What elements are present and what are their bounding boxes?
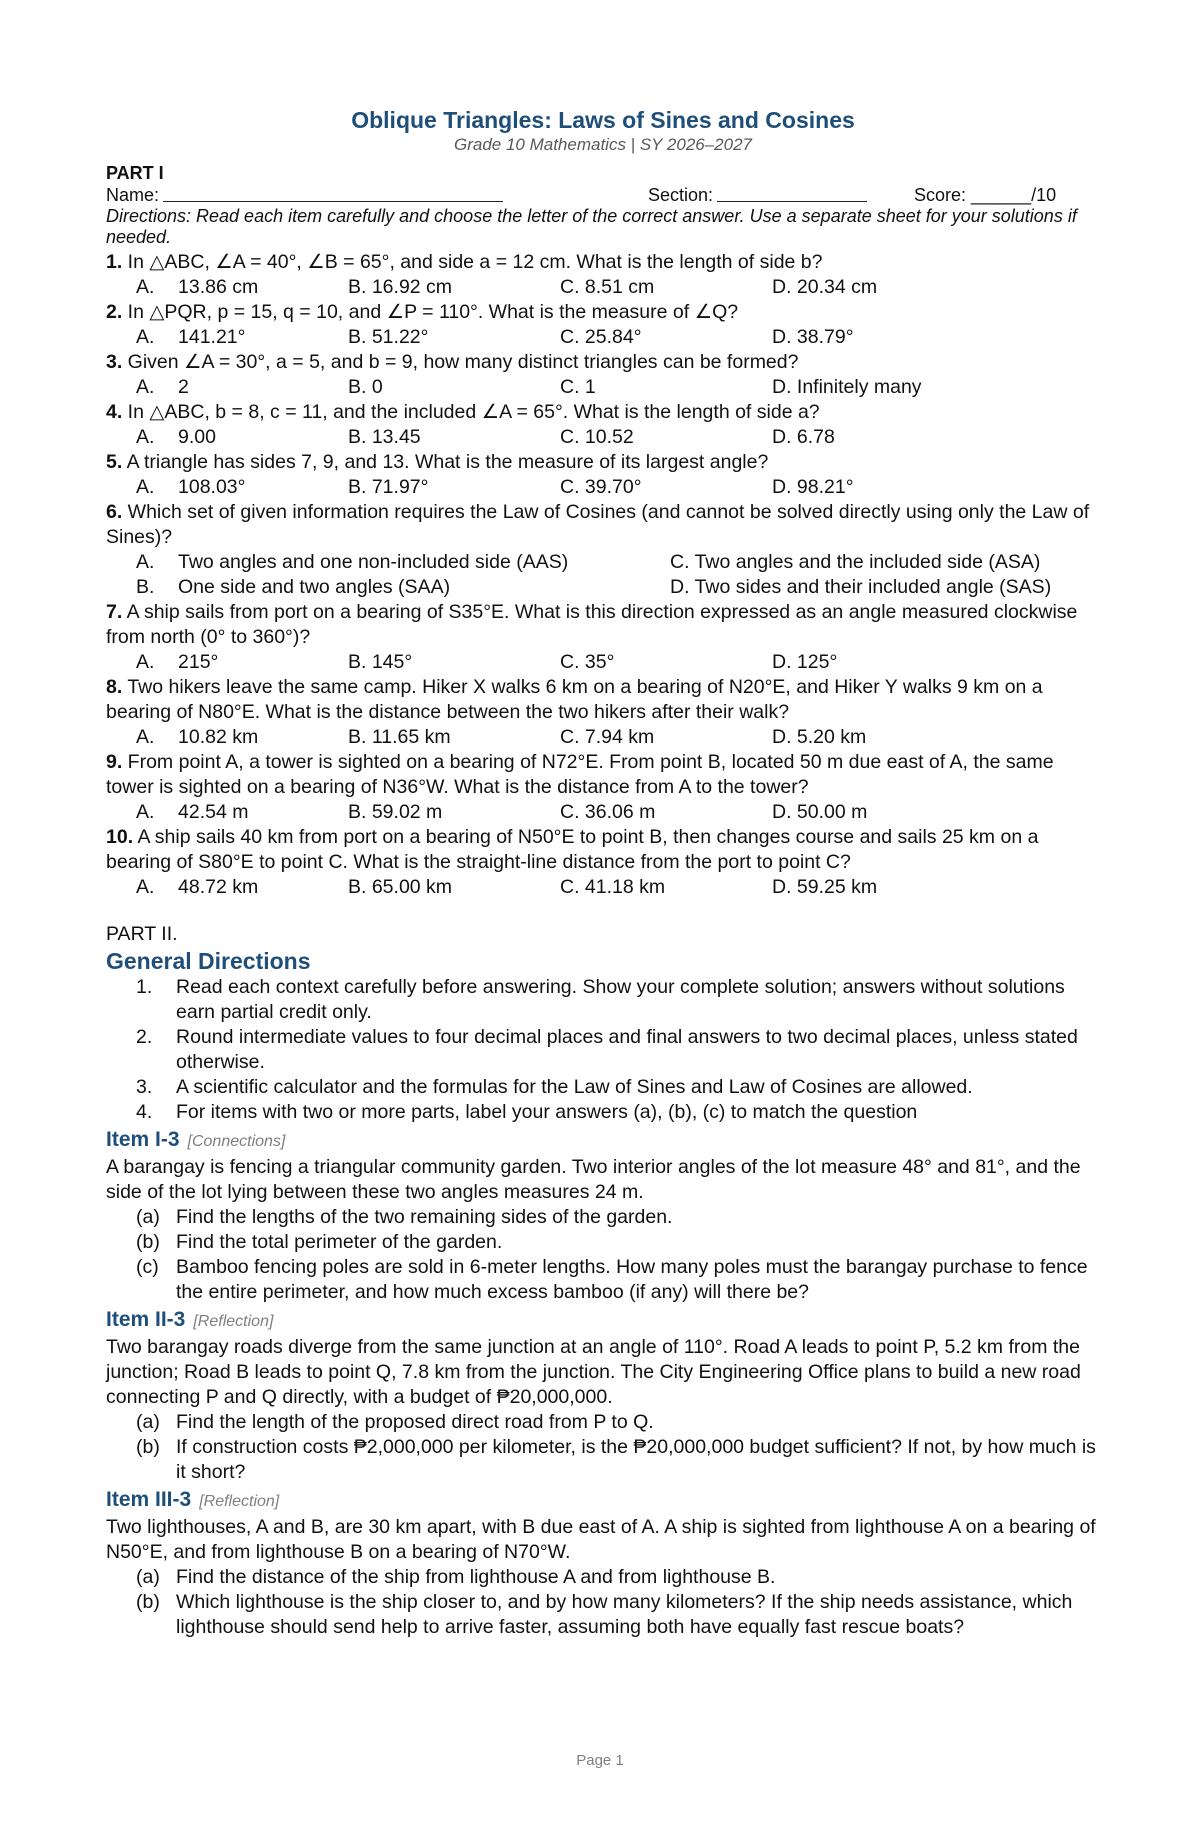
question-text: In △ABC, b = 8, c = 11, and the included ∠A = 65°. What is the length of side a? bbox=[122, 401, 820, 423]
page-subtitle: Grade 10 Mathematics | SY 2026–2027 bbox=[453, 135, 752, 154]
choice-b[interactable] bbox=[348, 375, 560, 400]
choice-c[interactable] bbox=[560, 800, 772, 825]
choice-text: D. 20.34 cm bbox=[772, 276, 878, 298]
question-number: 9. bbox=[106, 751, 123, 773]
question-number: 3. bbox=[106, 351, 123, 373]
question-number: 7. bbox=[106, 601, 123, 623]
choice-text: B. 59.02 m bbox=[348, 801, 443, 823]
choice-text: 48.72 km bbox=[178, 876, 259, 898]
choice-text: 13.86 cm bbox=[178, 276, 259, 298]
question-number: 8. bbox=[106, 676, 123, 698]
item-heading bbox=[106, 1487, 1100, 1515]
choice-c[interactable] bbox=[560, 725, 772, 750]
choice-b[interactable] bbox=[136, 575, 670, 600]
part-letter: (a) bbox=[136, 1566, 160, 1588]
choice-text: C. 36.06 m bbox=[560, 801, 656, 823]
choice-d[interactable] bbox=[772, 375, 984, 400]
choice-d[interactable] bbox=[772, 475, 984, 500]
choice-text: 215° bbox=[178, 651, 219, 673]
choice-text: D. 6.78 bbox=[772, 426, 835, 448]
question-text: In △ABC, ∠A = 40°, ∠B = 65°, and side a = 12 cm. What is the length of side b? bbox=[122, 251, 823, 273]
choice-text: B. 16.92 cm bbox=[348, 276, 453, 298]
choice-b[interactable] bbox=[348, 875, 560, 900]
choice-letter: A. bbox=[136, 726, 155, 748]
question bbox=[106, 450, 1100, 475]
choice-text: C. 7.94 km bbox=[560, 726, 655, 748]
score-label: Score: ______/10 bbox=[914, 185, 1057, 205]
choice-a[interactable] bbox=[136, 550, 670, 575]
choice-b[interactable] bbox=[348, 425, 560, 450]
question-text: A ship sails 40 km from port on a bearing of N50°E to point B, then changes course and sails 25 km on a bearing of S80°E to point C. What is the straight-line distance from the port to point C? bbox=[106, 826, 1039, 873]
list-number: 2. bbox=[136, 1026, 153, 1048]
choice-b[interactable] bbox=[348, 800, 560, 825]
question-text: In △PQR, p = 15, q = 10, and ∠P = 110°. What is the measure of ∠Q? bbox=[122, 301, 739, 323]
answer-choices bbox=[106, 425, 1100, 450]
choice-a[interactable] bbox=[136, 725, 348, 750]
item-title: Item I-3 bbox=[106, 1128, 180, 1151]
question-text: A ship sails from port on a bearing of S35°E. What is this direction expressed as an angle measured clockwise from north (0° to 360°)? bbox=[106, 601, 1078, 648]
question-text: Which set of given information requires the Law of Cosines (and cannot be solved directly using only the Law of Sines)? bbox=[106, 501, 1090, 548]
choice-letter: A. bbox=[136, 276, 155, 298]
choice-text: C. Two angles and the included side (ASA) bbox=[670, 551, 1041, 573]
list-item bbox=[106, 975, 1100, 1025]
choice-text: B. 71.97° bbox=[348, 476, 429, 498]
choice-text: D. 98.21° bbox=[772, 476, 854, 498]
choice-text: B. 11.65 km bbox=[348, 726, 451, 748]
choice-text: 10.82 km bbox=[178, 726, 259, 748]
item-tag: [Reflection] bbox=[193, 1313, 274, 1330]
choice-letter: B. bbox=[136, 576, 155, 598]
choice-text: B. 51.22° bbox=[348, 326, 429, 348]
answer-choices bbox=[106, 275, 1100, 300]
part-text: Which lighthouse is the ship closer to, and by how many kilometers? If the ship needs assistance, which lighthouse should send help to arrive faster, assuming both have equally fast rescue boats? bbox=[176, 1591, 1073, 1638]
question-number: 5. bbox=[106, 451, 123, 473]
item-heading bbox=[106, 1307, 1100, 1335]
question bbox=[106, 350, 1100, 375]
choice-b[interactable] bbox=[348, 725, 560, 750]
question-number: 1. bbox=[106, 251, 123, 273]
question bbox=[106, 400, 1100, 425]
choice-d[interactable] bbox=[772, 275, 984, 300]
choice-text: C. 41.18 km bbox=[560, 876, 666, 898]
part-letter: (b) bbox=[136, 1591, 160, 1613]
question-text: Given ∠A = 30°, a = 5, and b = 9, how many distinct triangles can be formed? bbox=[122, 351, 799, 373]
page-number: Page 1 bbox=[576, 1752, 624, 1769]
choice-text: 108.03° bbox=[178, 476, 246, 498]
part-letter: (b) bbox=[136, 1436, 160, 1458]
list-number: 4. bbox=[136, 1101, 153, 1123]
choice-c[interactable] bbox=[560, 425, 772, 450]
choice-text: D. Two sides and their included angle (SAS) bbox=[670, 576, 1052, 598]
answer-choices bbox=[106, 325, 1100, 350]
answer-choices bbox=[106, 550, 1100, 600]
item-part bbox=[106, 1565, 1100, 1590]
choice-text: D. Infinitely many bbox=[772, 376, 922, 398]
choice-a[interactable] bbox=[136, 875, 348, 900]
choice-letter: A. bbox=[136, 326, 155, 348]
part-letter: (b) bbox=[136, 1231, 160, 1253]
question bbox=[106, 750, 1100, 800]
question bbox=[106, 250, 1100, 275]
list-text: A scientific calculator and the formulas for the Law of Sines and Law of Cosines are allowed. bbox=[176, 1076, 973, 1098]
question bbox=[106, 500, 1100, 550]
choice-d[interactable] bbox=[772, 800, 984, 825]
item-part bbox=[106, 1410, 1100, 1435]
section-field bbox=[648, 184, 914, 206]
item-part bbox=[106, 1230, 1100, 1255]
choice-text: B. 145° bbox=[348, 651, 413, 673]
choice-text: D. 125° bbox=[772, 651, 838, 673]
question bbox=[106, 675, 1100, 725]
choice-a[interactable] bbox=[136, 325, 348, 350]
choice-text: D. 5.20 km bbox=[772, 726, 867, 748]
choice-text: C. 25.84° bbox=[560, 326, 642, 348]
choice-text: D. 50.00 m bbox=[772, 801, 868, 823]
part-text: Find the length of the proposed direct road from P to Q. bbox=[176, 1411, 654, 1433]
list-text: For items with two or more parts, label your answers (a), (b), (c) to match the question bbox=[176, 1101, 918, 1123]
answer-choices bbox=[106, 725, 1100, 750]
name-blank-line[interactable] bbox=[163, 184, 503, 202]
answer-choices bbox=[106, 475, 1100, 500]
item-tag: [Connections] bbox=[187, 1133, 286, 1150]
list-item bbox=[106, 1075, 1100, 1100]
choice-text: C. 1 bbox=[560, 376, 596, 398]
choice-text: 141.21° bbox=[178, 326, 246, 348]
choice-a[interactable] bbox=[136, 275, 348, 300]
choice-b[interactable] bbox=[348, 275, 560, 300]
item-title: Item II-3 bbox=[106, 1308, 186, 1331]
list-item bbox=[106, 1025, 1100, 1075]
choice-letter: A. bbox=[136, 876, 155, 898]
section-label: Section: bbox=[648, 185, 714, 205]
choice-text: D. 59.25 km bbox=[772, 876, 878, 898]
choice-text: B. 65.00 km bbox=[348, 876, 453, 898]
choice-a[interactable] bbox=[136, 800, 348, 825]
part-text: Find the lengths of the two remaining sides of the garden. bbox=[176, 1206, 673, 1228]
score-field bbox=[914, 184, 1056, 206]
answer-choices bbox=[106, 375, 1100, 400]
choice-text: One side and two angles (SAA) bbox=[178, 576, 451, 598]
part-text: Find the distance of the ship from lighthouse A and from lighthouse B. bbox=[176, 1566, 776, 1588]
choice-text: C. 10.52 bbox=[560, 426, 634, 448]
choice-b[interactable] bbox=[348, 325, 560, 350]
item-part bbox=[106, 1590, 1100, 1640]
general-directions-heading: General Directions bbox=[106, 948, 311, 974]
choice-text: C. 39.70° bbox=[560, 476, 642, 498]
general-directions-list bbox=[106, 975, 1100, 1125]
question-text: Two hikers leave the same camp. Hiker X walks 6 km on a bearing of N20°E, and Hiker Y walks 9 km on a bearing of N80°E. What is the distance between the two hikers after their walk? bbox=[106, 676, 1043, 723]
choice-a[interactable] bbox=[136, 650, 348, 675]
choice-letter: A. bbox=[136, 426, 155, 448]
item-part bbox=[106, 1435, 1100, 1485]
choice-text: 2 bbox=[178, 376, 189, 398]
part-1-directions: Directions: Read each item carefully and choose the letter of the correct answer. Use a separate sheet for your solutions if needed. bbox=[106, 206, 1077, 247]
choice-text: C. 8.51 cm bbox=[560, 276, 655, 298]
section-blank-line[interactable] bbox=[717, 184, 867, 202]
choice-d[interactable] bbox=[772, 725, 984, 750]
list-text: Round intermediate values to four decimal places and final answers to two decimal places, unless stated otherwise. bbox=[176, 1026, 1078, 1073]
choice-a[interactable] bbox=[136, 375, 348, 400]
choice-text: B. 13.45 bbox=[348, 426, 421, 448]
choice-a[interactable] bbox=[136, 425, 348, 450]
student-info-row bbox=[106, 184, 1100, 206]
item-context: Two lighthouses, A and B, are 30 km apart, with B due east of A. A ship is sighted from lighthouse A on a bearing of N50°E, and from lighthouse B on a bearing of N70°W. bbox=[106, 1516, 1096, 1563]
item-context: A barangay is fencing a triangular community garden. Two interior angles of the lot measure 48° and 81°, and the side of the lot lying between these two angles measures 24 m. bbox=[106, 1156, 1081, 1203]
choice-c[interactable] bbox=[560, 875, 772, 900]
page-content bbox=[106, 106, 1100, 1640]
list-item bbox=[106, 1100, 1100, 1125]
item-title: Item III-3 bbox=[106, 1488, 192, 1511]
choice-text: D. 38.79° bbox=[772, 326, 854, 348]
choice-c[interactable] bbox=[560, 375, 772, 400]
list-number: 3. bbox=[136, 1076, 153, 1098]
question bbox=[106, 300, 1100, 325]
choice-letter: A. bbox=[136, 376, 155, 398]
part-letter: (a) bbox=[136, 1206, 160, 1228]
part-letter: (a) bbox=[136, 1411, 160, 1433]
choice-a[interactable] bbox=[136, 475, 348, 500]
choice-d[interactable] bbox=[772, 875, 984, 900]
answer-choices bbox=[106, 650, 1100, 675]
choice-d[interactable] bbox=[772, 325, 984, 350]
question-text: From point A, a tower is sighted on a bearing of N72°E. From point B, located 50 m due east of A, the same tower is sighted on a bearing of N36°W. What is the distance from A to the tower? bbox=[106, 751, 1054, 798]
list-text: Read each context carefully before answering. Show your complete solution; answers without solutions earn partial credit only. bbox=[176, 976, 1065, 1023]
question-text: A triangle has sides 7, 9, and 13. What is the measure of its largest angle? bbox=[122, 451, 769, 473]
choice-c[interactable] bbox=[560, 325, 772, 350]
page-title: Oblique Triangles: Laws of Sines and Cosines bbox=[351, 107, 855, 133]
choice-d[interactable] bbox=[772, 650, 984, 675]
choice-c[interactable] bbox=[560, 275, 772, 300]
item-tag: [Reflection] bbox=[199, 1493, 280, 1510]
choice-c[interactable] bbox=[560, 650, 772, 675]
choice-text: Two angles and one non-included side (AAS) bbox=[178, 551, 569, 573]
answer-choices bbox=[106, 800, 1100, 825]
question-list-a bbox=[106, 250, 1100, 500]
name-label: Name: bbox=[106, 185, 160, 205]
part-text: If construction costs ₱2,000,000 per kilometer, is the ₱20,000,000 budget sufficient? If not, by how much is it short? bbox=[176, 1436, 1096, 1483]
choice-text: 9.00 bbox=[178, 426, 216, 448]
item-part bbox=[106, 1255, 1100, 1305]
choice-letter: A. bbox=[136, 801, 155, 823]
choice-d[interactable] bbox=[772, 425, 984, 450]
item-part bbox=[106, 1205, 1100, 1230]
part-letter: (c) bbox=[136, 1256, 159, 1278]
choice-text: 42.54 m bbox=[178, 801, 249, 823]
choice-b[interactable] bbox=[348, 475, 560, 500]
choice-letter: A. bbox=[136, 551, 155, 573]
part-2-label: PART II. bbox=[106, 923, 178, 945]
question bbox=[106, 600, 1100, 650]
choice-b[interactable] bbox=[348, 650, 560, 675]
choice-d[interactable] bbox=[670, 575, 1070, 600]
choice-text: B. 0 bbox=[348, 376, 383, 398]
question-number: 6. bbox=[106, 501, 123, 523]
question bbox=[106, 825, 1100, 875]
list-number: 1. bbox=[136, 976, 153, 998]
question-list-b bbox=[106, 600, 1100, 900]
question-number: 10. bbox=[106, 826, 134, 848]
choice-letter: A. bbox=[136, 651, 155, 673]
choice-c[interactable] bbox=[670, 550, 1070, 575]
item-context: Two barangay roads diverge from the same junction at an angle of 110°. Road A leads to point P, 5.2 km from the junction; Road B leads to point Q, 7.8 km from the junction. The City Engineering Office plans to build a new road connecting P and Q directly, with a budget of ₱20,000,000. bbox=[106, 1336, 1081, 1408]
part-text: Find the total perimeter of the garden. bbox=[176, 1231, 503, 1253]
part-text: Bamboo fencing poles are sold in 6-meter lengths. How many poles must the barangay purchase to fence the entire perimeter, and how much excess bamboo (if any) will there be? bbox=[176, 1256, 1088, 1303]
choice-letter: A. bbox=[136, 476, 155, 498]
question-number: 2. bbox=[106, 301, 123, 323]
question-number: 4. bbox=[106, 401, 123, 423]
part-1-label: PART I bbox=[106, 163, 164, 183]
choice-c[interactable] bbox=[560, 475, 772, 500]
name-field bbox=[106, 184, 648, 206]
answer-choices bbox=[106, 875, 1100, 900]
choice-text: C. 35° bbox=[560, 651, 615, 673]
item-heading bbox=[106, 1127, 1100, 1155]
